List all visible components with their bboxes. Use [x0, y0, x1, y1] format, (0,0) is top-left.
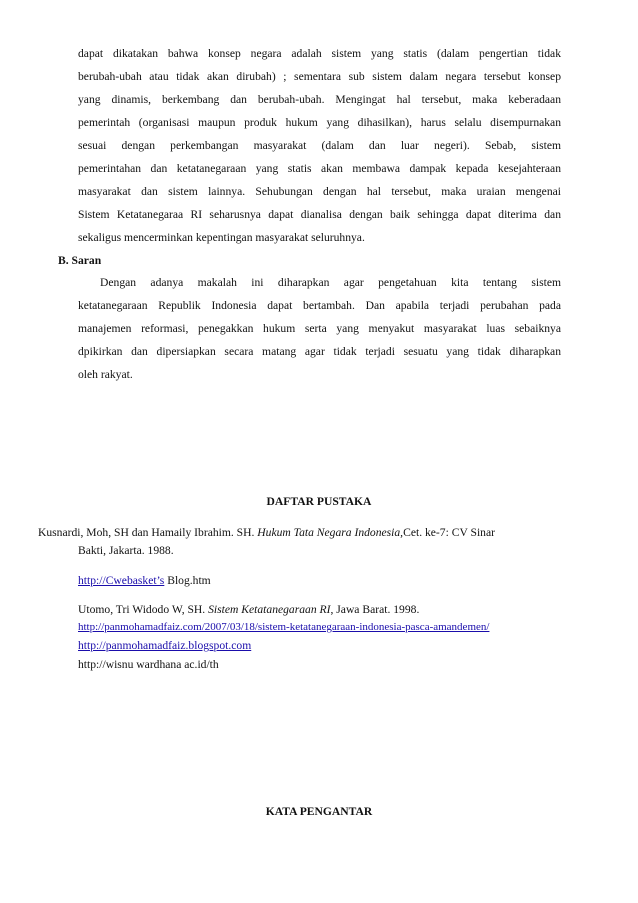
saran-line: oleh rakyat.	[78, 368, 133, 381]
reference-2-suffix: Blog.htm	[164, 574, 211, 587]
reference-3-author: Utomo, Tri Widodo W, SH.	[78, 603, 209, 616]
reference-5-link[interactable]: http://panmohamadfaiz.blogspot.com	[78, 639, 252, 652]
conclusion-line: berubah-ubah atau tidak akan dirubah) ; sementara sub sistem dalam negara tersebut konsep	[78, 70, 561, 83]
reference-1-authors: Kusnardi, Moh, SH dan Hamaily Ibrahim. SH.	[38, 526, 258, 539]
conclusion-line: yang dinamis, berkembang dan berubah-ubah. Mengingat hal tersebut, maka keberadaan	[78, 93, 561, 106]
reference-3-title: Sistem Ketatanegaraan RI	[208, 603, 331, 616]
conclusion-line: dapat dikatakan bahwa konsep negara adalah sistem yang statis (dalam pengertian tidak	[78, 47, 561, 60]
reference-2	[78, 572, 211, 590]
conclusion-line: masyarakat dan sistem lainnya. Sehubungan dengan hal tersebut, maka uraian mengenai	[78, 185, 561, 198]
kata-pengantar-title: KATA PENGANTAR	[265, 805, 373, 818]
bibliography-title: DAFTAR PUSTAKA	[266, 495, 372, 508]
reference-6: http://wisnu wardhana ac.id/th	[78, 658, 219, 671]
reference-1-line2: Bakti, Jakarta. 1988.	[78, 544, 174, 557]
reference-3-suffix: , Jawa Barat. 1998.	[330, 603, 420, 616]
saran-line: dpikirkan dan dipersiapkan secara matang agar tidak terjadi sesuatu yang tidak diharapkan	[78, 345, 561, 358]
reference-3	[78, 601, 419, 619]
reference-2-link[interactable]: http://Cwebasket’s	[78, 574, 165, 587]
conclusion-line: sesuai dengan perkembangan masyarakat (dalam dan luar negeri). Sebab, sistem	[78, 139, 561, 152]
reference-1-publisher: Cet. ke-7: CV Sinar	[403, 526, 495, 539]
reference-1-title: Hukum Tata Negara Indonesia,	[257, 526, 404, 539]
conclusion-line: pemerintah (organisasi maupun produk hukum yang dihasilkan), harus selalu disempurnakan	[78, 116, 561, 129]
conclusion-line: Sistem Ketatanegaraa RI seharusnya dapat dianalisa dengan baik sehingga dapat diterima dan	[78, 208, 561, 221]
conclusion-line: pemerintahan dan ketatanegaraan yang statis akan membawa dampak kepada kesejahteraan	[78, 162, 561, 175]
saran-heading: B. Saran	[58, 254, 102, 267]
reference-1	[38, 524, 495, 542]
reference-4-link[interactable]: http://panmohamadfaiz.com/2007/03/18/sistem-ketatanegaraan-indonesia-pasca-amandemen/	[78, 621, 490, 633]
saran-first-line: Dengan adanya makalah ini diharapkan agar pengetahuan kita tentang sistem	[100, 276, 561, 289]
saran-line: ketatanegaraan Republik Indonesia dapat bertambah. Dan apabila terjadi perubahan pada	[78, 299, 561, 312]
saran-line: manajemen reformasi, penegakkan hukum serta yang menyakut masyarakat luas sebaiknya	[78, 322, 561, 335]
conclusion-line: sekaligus mencerminkan kepentingan masyarakat seluruhnya.	[78, 231, 365, 244]
